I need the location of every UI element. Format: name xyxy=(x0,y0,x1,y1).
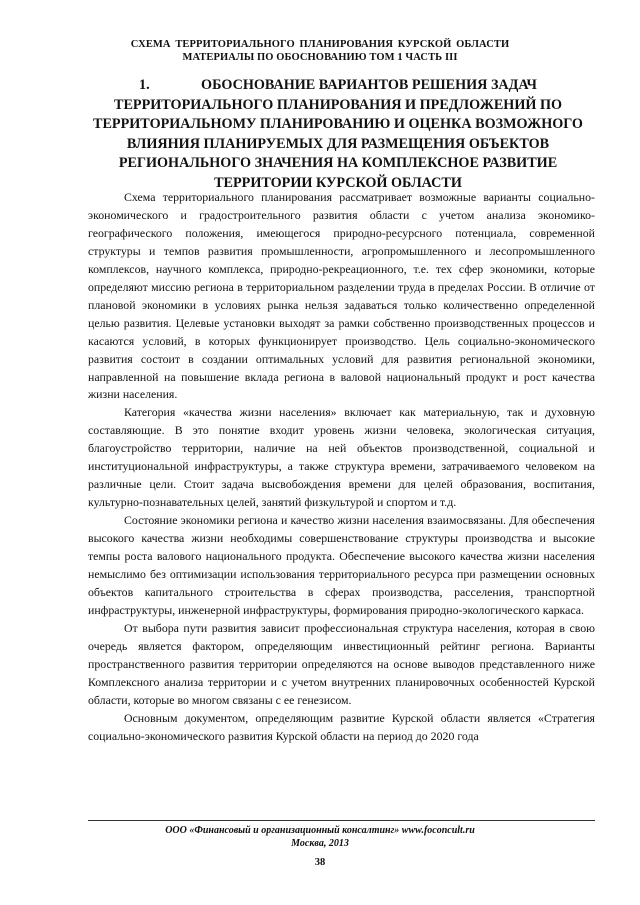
footer-company: ООО «Финансовый и организационный консалтинг» www.foconcult.ru xyxy=(165,825,475,836)
running-footer xyxy=(60,824,580,850)
paragraph: От выбора пути развития зависит профессиональная структура населения, которая в свою очередь является фактором, определяющим инвестиционный рейтинг региона. Варианты пространственного развития территории определяются на основе выводов представленного ниже Комплексного анализа территории и с учетом внутренних планировочных особенностей Курской области, которые во многом связаны с ее генезисом. xyxy=(88,620,595,707)
paragraph: Состояние экономики региона и качество жизни населения взаимосвязаны. Для обеспечения высокого качества жизни необходимы совершенствование структуры производства и высокие темпы роста валового национального продукта. Обеспечение высокого качества жизни населения немыслимо без оптимизации использования территориального ресурса при размещении основных объектов капитального строительства в сферах производства, расселения, транспортной инфраструктуры, инженерной инфраструктуры, формирования природно-экологического каркаса. xyxy=(88,513,595,617)
running-header xyxy=(60,38,580,64)
paragraph: Категория «качества жизни населения» включает как материальную, так и духовную составляющие. В это понятие входит уровень жизни человека, экологическая ситуация, благоустройство территории, наличие на ней объектов производственной, социальной и институциональной инфраструктуры, а также структура времени, затрачиваемого человеком на различные цели. Стоит задача высвобождения времени для целей образования, воспитания, культурно-познавательных целей, занятий физкультурой и спортом и т.д. xyxy=(88,405,595,510)
footer-divider xyxy=(88,820,595,821)
header-title: СХЕМА ТЕРРИТОРИАЛЬНОГО ПЛАНИРОВАНИЯ КУРСКОЙ ОБЛАСТИ xyxy=(130,39,510,50)
page-number: 38 xyxy=(314,857,326,868)
paragraph: Основным документом, определяющим развитие Курской области является «Стратегия социально-экономического развития Курской области на период до 2020 года xyxy=(88,710,595,743)
paragraph: Схема территориального планирования рассматривает возможные варианты социально-экономического и градостроительного развития области с учетом анализа экономико-географического положения, имеющегося природно-ресурсного потенциала, современной структуры и темпов развития промышленности, агропромышленного и лесопромышленного комплексов, научного комплекса, природно-рекреационного, т.е. тех сфер экономики, которые определяют миссию региона в территориальном разделении труда в пределах России. В отличие от плановой экономики в условиях рынка нельзя задаваться только количественно определенной целью развития. Целевые установки выходят за рамки собственно производственных процессов и касаются условий, в которых функционирует производство. Цель социально-экономического развития состоит в создании оптимальных условий для развития региональной экономики, направленной на повышение вклада региона в валовой национальный продукт и рост качества жизни населения. xyxy=(88,190,595,402)
header-subtitle: МАТЕРИАЛЫ ПО ОБОСНОВАНИЮ ТОМ 1 ЧАСТЬ III xyxy=(182,52,458,63)
footer-city-year: Москва, 2013 xyxy=(291,838,349,849)
section-heading xyxy=(88,76,588,194)
body-text xyxy=(88,189,595,746)
section-title-text: ОБОСНОВАНИЕ ВАРИАНТОВ РЕШЕНИЯ ЗАДАЧ ТЕРРИТОРИАЛЬНОГО ПЛАНИРОВАНИЯ И ПРЕДЛОЖЕНИЙ ПО ТЕРРИТОРИАЛЬНОМУ ПЛАНИРОВАНИЮ И ОЦЕНКА ВОЗМОЖНОГО ВЛИЯНИЯ ПЛАНИРУЕМЫХ ДЛЯ РАЗМЕЩЕНИЯ ОБЪЕКТОВ РЕГИОНАЛЬНОГО ЗНАЧЕНИЯ НА КОМПЛЕКСНОЕ РАЗВИТИЕ ТЕРРИТОРИИ КУРСКОЙ ОБЛАСТИ xyxy=(93,77,583,191)
section-number: 1. xyxy=(139,77,150,93)
